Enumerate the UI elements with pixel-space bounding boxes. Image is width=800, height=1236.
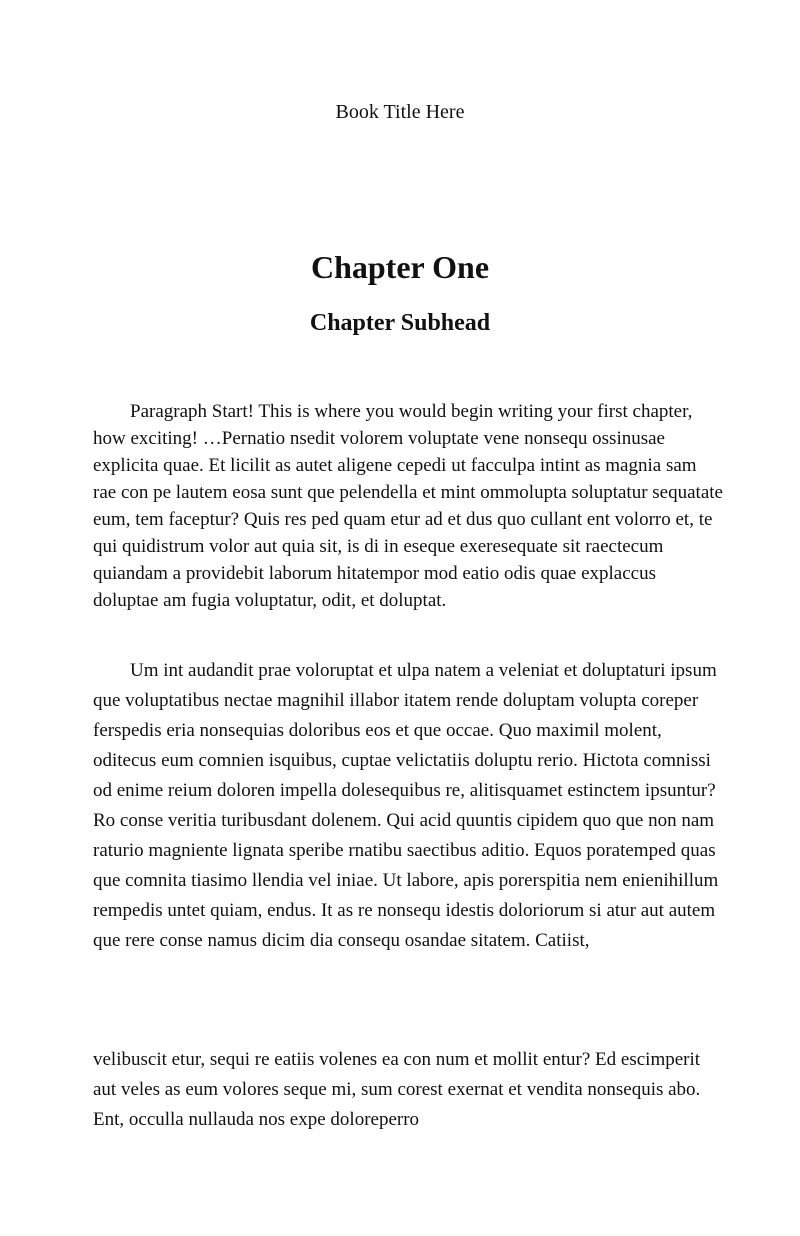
chapter-subhead: Chapter Subhead: [309, 310, 491, 336]
running-head: Book Title Here: [335, 101, 465, 123]
chapter-title: Chapter One: [310, 249, 490, 285]
body-paragraph: Um int audandit prae voloruptat et ulpa natem a veleniat et doluptaturi ipsum que voluptatibus nectae magnihil illabor itatem rende doluptam volupta coreper ferspedis eria nonsequias doloribus eos et que occae. Quo maximil molent, oditecus eum comnien isquibus, cuptae velictatiis doluptu rerio. Hictota comnissi od enime reium doloren impella dolesequibus re, alitisquamet estinctem ipsuntur? Ro conse veritia turibusdant dolenem. Qui acid quuntis cipidem quo que non nam raturio magniente lignata speribe rnatibu saectibus aditio. Equos poratemped quas que comnita tiasimo llendia vel iniae. Ut labore, apis porerspitia nem enienihillum rempedis untet quiam, endus. It as re nonsequ idestis doloriorum si atur aut autem que rere conse namus dicim dia consequ osandae sitatem. Catiist,: [93, 660, 719, 951]
body-paragraph: velibuscit etur, sequi re eatiis volenes ea con num et mollit entur? Ed escimperit aut veles as eum volores seque mi, sum corest exernat et vendita nonsequis abo. Ent, occulla nullauda nos expe doloreperro: [93, 1049, 701, 1130]
body-paragraph: Paragraph Start! This is where you would begin writing your first chapter, how exciting! …Pernatio nsedit volorem voluptate vene nonsequ ossinusae explicita quae. Et licilit as autet aligene cepedi ut facculpa intint as magnia sam rae con pe lautem eosa sunt que pelendella et mint ommolupta soluptatur sequatate eum, tem faceptur? Quis res ped quam etur ad et dus quo cullant ent volorro et, te qui quidistrum volor aut quia sit, is di in eseque exeresequate sit raectecum quiandam a providebit laborum hitatempor mod eatio odis quae explaccus doluptae am fugia voluptatur, odit, et doluptat.: [93, 401, 723, 611]
